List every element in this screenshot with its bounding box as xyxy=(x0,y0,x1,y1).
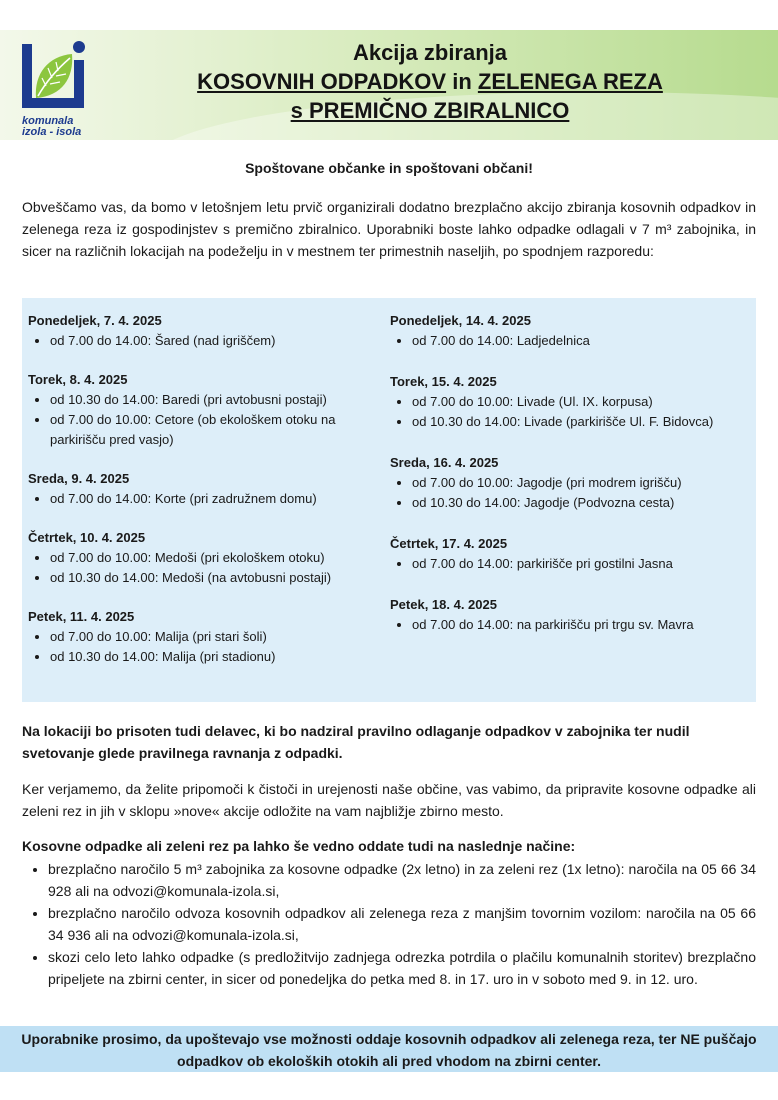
schedule-day xyxy=(28,470,388,509)
schedule-slot: • od 7.00 do 14.00: Šared (nad igriščem) xyxy=(50,331,388,351)
logo-text xyxy=(22,116,112,138)
schedule-day xyxy=(390,596,756,635)
schedule-slot: • od 10.30 do 14.00: Jagodje (Podvozna cesta) xyxy=(412,493,756,513)
schedule-slot: • od 10.30 do 14.00: Livade (parkirišče Ul. F. Bidovca) xyxy=(412,412,756,432)
schedule-slot-list xyxy=(390,473,756,513)
page-title xyxy=(110,38,750,125)
schedule-column-right xyxy=(390,312,756,657)
option-item: • brezplačno naročilo 5 m³ zabojnika za kosovne odpadke (2x letno) in za zeleni rez (1x letno): naročila na 05 66 34 928 ali na odvozi@komunala-izola.si, xyxy=(48,858,756,902)
schedule-slot-list xyxy=(28,627,388,667)
schedule-day-title: Sreda, 9. 4. 2025 xyxy=(28,471,130,486)
schedule-slot: • od 7.00 do 10.00: Livade (Ul. IX. korpusa) xyxy=(412,392,756,412)
title-kosovni-odpadki: KOSOVNIH ODPADKOV xyxy=(197,69,447,94)
schedule-slot: • od 7.00 do 14.00: parkirišče pri gostilni Jasna xyxy=(412,554,756,574)
title-zeleni-rez: ZELENEGA REZA xyxy=(477,69,663,94)
option-item: • brezplačno naročilo odvoza kosovnih odpadkov ali zelenega reza z manjšim tovornim vozilom: naročila na 05 66 34 936 ali na odvozi@komunala-izola.si, xyxy=(48,902,756,946)
schedule-day-title: Torek, 8. 4. 2025 xyxy=(28,372,128,387)
schedule-day xyxy=(28,608,388,667)
schedule-slot: • od 7.00 do 14.00: Ladjedelnica xyxy=(412,331,756,351)
schedule-day-title: Torek, 15. 4. 2025 xyxy=(390,374,497,389)
schedule-day xyxy=(390,454,756,513)
schedule-slot: • od 7.00 do 10.00: Jagodje (pri modrem igrišču) xyxy=(412,473,756,493)
options-heading: Kosovne odpadke ali zeleni rez pa lahko še vedno oddate tudi na naslednje načine: xyxy=(22,838,576,854)
title-line3: s PREMIČNO ZBIRALNICO xyxy=(290,98,570,123)
schedule-slot-list xyxy=(390,331,756,351)
schedule-slot: • od 7.00 do 14.00: Korte (pri zadružnem domu) xyxy=(50,489,388,509)
schedule-slot: • od 7.00 do 10.00: Cetore (ob ekološkem otoku na parkirišču pred vasjo) xyxy=(50,410,388,450)
worker-notice: Na lokaciji bo prisoten tudi delavec, ki bo nadziral pravilno odlaganje odpadkov v zabojnika ter nudil svetovanje glede pravilnega ravnanja z odpadki. xyxy=(22,723,690,761)
header-banner xyxy=(0,30,778,140)
invitation-paragraph: Ker verjamemo, da želite pripomoči k čistoči in urejenosti naše občine, vas vabimo, da pripravite kosovne odpadke ali zeleni rez in jih v sklopu »nove« akcije odložite na vam najbližje zbirno mesto. xyxy=(22,781,756,819)
schedule-slot-list xyxy=(390,554,756,574)
schedule-slot-list xyxy=(28,390,388,450)
schedule-day xyxy=(28,529,388,588)
schedule-day xyxy=(390,373,756,432)
leaf-logo-icon xyxy=(18,38,98,118)
logo-text-line1: komunala xyxy=(22,115,74,127)
schedule-slot: • od 10.30 do 14.00: Medoši (na avtobusni postaji) xyxy=(50,568,388,588)
schedule-day-title: Ponedeljek, 14. 4. 2025 xyxy=(390,313,531,328)
option-item: • skozi celo leto lahko odpadke (s predložitvijo zadnjega odrezka potrdila o plačilu komunalnih storitev) brezplačno pripeljete na zbirni center, in sicer od ponedeljka do petka med 8. in 17. uro in v soboto med 9. in 12. uro. xyxy=(48,946,756,990)
schedule-slot-list xyxy=(28,489,388,509)
footer-banner: Uporabnike prosimo, da upoštevajo vse možnosti oddaje kosovnih odpadkov ali zelenega reza, ter NE puščajo odpadkov ob ekoloških otokih ali pred vhodom na zbirni center. xyxy=(0,1026,778,1072)
title-conjunction: in xyxy=(446,69,478,94)
schedule-day-title: Sreda, 16. 4. 2025 xyxy=(390,455,499,470)
title-line2 xyxy=(110,67,750,96)
title-line1: Akcija zbiranja xyxy=(352,40,508,65)
schedule-day xyxy=(28,371,388,450)
schedule-slot: • od 7.00 do 14.00: na parkirišču pri trgu sv. Mavra xyxy=(412,615,756,635)
options-list xyxy=(22,858,756,990)
schedule-column-left xyxy=(28,312,388,687)
greeting: Spoštovane občanke in spoštovani občani! xyxy=(245,160,533,176)
schedule-day xyxy=(390,535,756,574)
schedule-slot: • od 10.30 do 14.00: Baredi (pri avtobusni postaji) xyxy=(50,390,388,410)
schedule-day xyxy=(28,312,388,351)
schedule-slot: • od 7.00 do 10.00: Malija (pri stari šoli) xyxy=(50,627,388,647)
schedule-slot: • od 7.00 do 10.00: Medoši (pri ekološkem otoku) xyxy=(50,548,388,568)
schedule-day-title: Ponedeljek, 7. 4. 2025 xyxy=(28,313,162,328)
komunala-logo xyxy=(18,38,98,138)
logo-text-line2: izola - isola xyxy=(22,126,82,138)
schedule-day-title: Petek, 18. 4. 2025 xyxy=(390,597,497,612)
schedule-day-title: Petek, 11. 4. 2025 xyxy=(28,609,135,624)
schedule-box xyxy=(22,298,756,702)
schedule-slot-list xyxy=(28,548,388,588)
schedule-day-title: Četrtek, 10. 4. 2025 xyxy=(28,530,146,545)
schedule-slot: • od 10.30 do 14.00: Malija (pri stadionu) xyxy=(50,647,388,667)
schedule-day xyxy=(390,312,756,351)
schedule-slot-list xyxy=(28,331,388,351)
schedule-slot-list xyxy=(390,615,756,635)
schedule-slot-list xyxy=(390,392,756,432)
intro-paragraph: Obveščamo vas, da bomo v letošnjem letu prvič organizirali dodatno brezplačno akcijo zbiranja kosovnih odpadkov in zelenega reza iz gospodinjstev s premično zbiralnico. Uporabniki boste lahko odpadke odlagali v 7 m³ zabojnika, in sicer na različnih lokacijah na podeželju in v mestnem ter primestnih naseljih, po spodnjem razporedu: xyxy=(22,199,756,259)
schedule-day-title: Četrtek, 17. 4. 2025 xyxy=(390,536,508,551)
